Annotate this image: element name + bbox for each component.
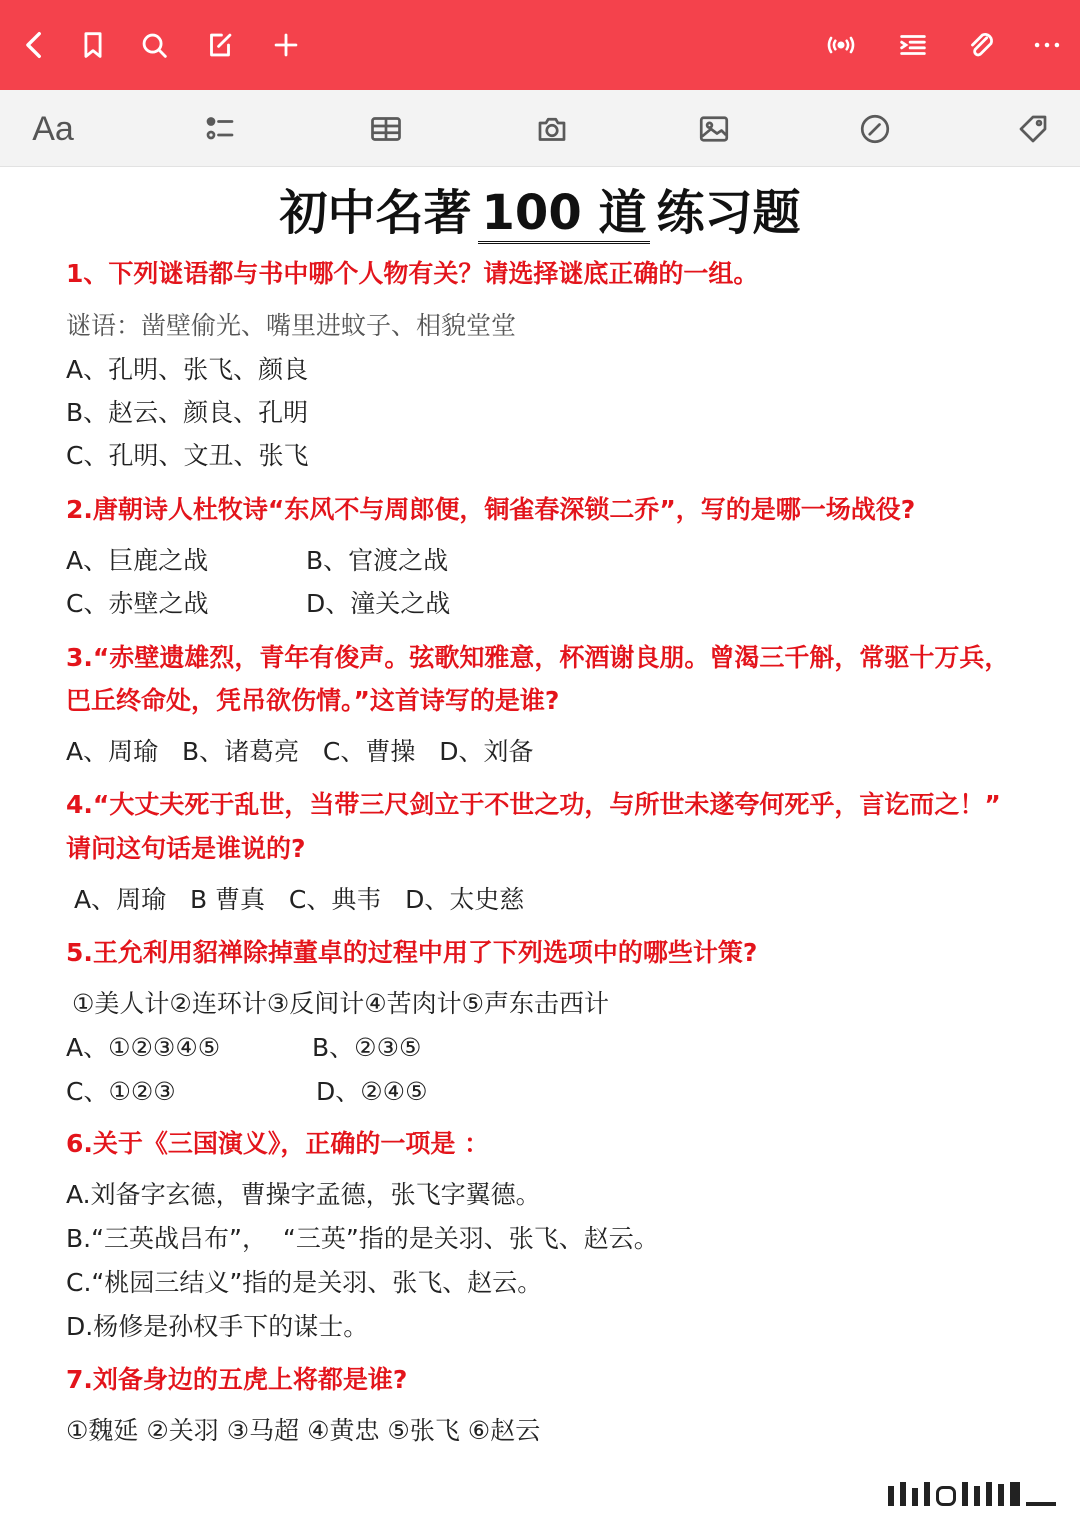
q7-items: ①魏延 ②关羽 ③马超 ④黄忠 ⑤张飞 ⑥赵云	[66, 1416, 541, 1445]
search-icon[interactable]	[131, 22, 177, 68]
q2-option-d: D、潼关之战	[306, 589, 451, 618]
question-4-line2: 请问这句话是谁说的?	[66, 834, 306, 863]
question-6: 6.关于《三国演义》，正确的一项是 ：	[66, 1129, 490, 1158]
document-body	[0, 166, 1080, 1528]
pen-icon[interactable]	[852, 106, 898, 152]
list-icon[interactable]	[197, 106, 243, 152]
font-style-button[interactable]	[30, 106, 76, 152]
q2-option-b: B、官渡之战	[306, 546, 449, 575]
add-icon[interactable]	[263, 22, 309, 68]
top-toolbar	[0, 0, 1080, 90]
outline-icon[interactable]	[890, 22, 936, 68]
q4-options: A、周瑜 B 曹真 C、典韦 D、太史慈	[74, 885, 525, 914]
q5-option-a: A、①②③④⑤	[66, 1033, 221, 1062]
bookmark-icon[interactable]	[70, 22, 116, 68]
question-3-line2: 巴丘终命处，凭吊欲伤情。”这首诗写的是谁?	[66, 686, 560, 715]
broadcast-icon[interactable]	[818, 22, 864, 68]
question-3-line1: 3.“赤壁遗雄烈，青年有俊声。弦歌知雅意，杯酒谢良朋。曾渴三千斛，常驱十万兵，	[66, 643, 1010, 672]
q6-option-a: A.刘备字玄德，曹操字孟德，张飞字翼德。	[66, 1180, 541, 1209]
q3-options: A、周瑜 B、诸葛亮 C、曹操 D、刘备	[66, 737, 534, 766]
title-number: 100 道	[478, 185, 651, 244]
camera-icon[interactable]	[529, 106, 575, 152]
attachment-icon[interactable]	[958, 22, 1004, 68]
back-icon[interactable]	[12, 22, 58, 68]
question-5: 5.王允利用貂禅除掉董卓的过程中用了下列选项中的哪些计策?	[66, 938, 758, 967]
title-suffix: 练习题	[656, 185, 801, 241]
q1-option-b: B、赵云、颜良、孔明	[66, 398, 309, 427]
q1-option-c: C、孔明、文丑、张飞	[66, 441, 309, 470]
title-prefix: 初中名著	[279, 185, 472, 241]
question-7: 7.刘备身边的五虎上将都是谁?	[66, 1365, 408, 1394]
q1-option-a: A、孔明、张飞、颜良	[66, 355, 309, 384]
question-2: 2.唐朝诗人杜牧诗“东风不与周郎便，铜雀春深锁二乔”，写的是哪一场战役?	[66, 495, 916, 524]
tag-icon[interactable]	[1010, 106, 1056, 152]
q5-option-c: C、①②③	[66, 1077, 176, 1106]
q2-option-a: A、巨鹿之战	[66, 546, 209, 575]
q6-option-d: D.杨修是孙权手下的谋士。	[66, 1312, 369, 1341]
q1-riddle: 谜语：凿壁偷光、嘴里进蚊子、相貌堂堂	[66, 311, 517, 340]
q5-option-b: B、②③⑤	[312, 1033, 422, 1062]
page-title	[0, 174, 1080, 243]
format-toolbar	[0, 90, 1080, 167]
q5-items: ①美人计②连环计③反间计④苦肉计⑤声东击西计	[72, 989, 610, 1018]
font-style-label: Aa	[32, 109, 74, 148]
more-icon[interactable]	[1024, 22, 1070, 68]
q5-option-d: D、②④⑤	[316, 1077, 428, 1106]
question-1: 1、下列谜语都与书中哪个人物有关？请选择谜底正确的一组。	[66, 259, 759, 288]
image-icon[interactable]	[691, 106, 737, 152]
q2-option-c: C、赤壁之战	[66, 589, 209, 618]
edit-icon[interactable]	[197, 22, 243, 68]
watermark-bars	[836, 1478, 1056, 1506]
table-icon[interactable]	[363, 106, 409, 152]
question-4-line1: 4.“大丈夫死于乱世，当带三尺剑立于不世之功，与所世未遂夸何死乎，言讫而之！”	[66, 790, 1001, 819]
q6-option-b: B.“三英战吕布”， “三英”指的是关羽、张飞、赵云。	[66, 1224, 659, 1253]
q6-option-c: C.“桃园三结义”指的是关羽、张飞、赵云。	[66, 1268, 543, 1297]
